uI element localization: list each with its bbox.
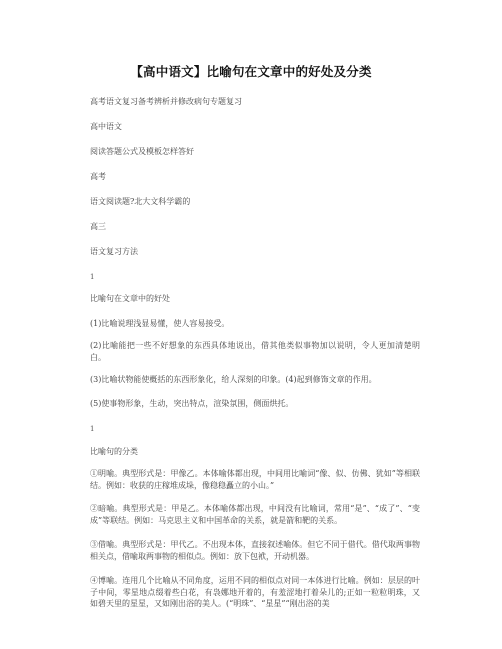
list-item: ①明喻。典型形式是：甲像乙。本体喻体都出现，中间用比喻词“像、似、仿佛、犹如”等相联结。例如：收获的庄稼堆成垛，像稳稳矗立的小山。” xyxy=(90,469,420,490)
list-item: (2)比喻能把一些不好想象的东西具体地说出，借其他类似事物加以说明，令人更加清楚明白。 xyxy=(90,341,420,362)
section-number: 1 xyxy=(90,273,95,281)
list-item: (1)比喻说理浅显易懂，使人容易接受。 xyxy=(90,319,230,328)
meta-line: 语文复习方法 xyxy=(90,247,138,256)
section-number: 1 xyxy=(90,425,95,433)
meta-line: 高中语文 xyxy=(90,122,122,131)
meta-line: 语文阅读题?北大文科学霸的 xyxy=(90,197,191,206)
section-heading: 比喻句在文章中的好处 xyxy=(90,294,170,303)
list-item: (5)使事物形象，生动，突出特点，渲染氛围，侧面烘托。 xyxy=(90,399,294,408)
meta-line: 高三 xyxy=(90,222,106,231)
list-item: ②暗喻。典型形式是：甲是乙。本体喻体都出现，中间没有比喻词，常用“是”、“成了”、“变成”等联结。例如：马克思主义和中国革命的关系，就是箭和靶的关系。 xyxy=(90,504,420,525)
list-item: ③借喻。典型形式是：甲代乙。不出现本体，直接叙述喻体。但它不同于借代。借代取两事物相关点，借喻取两事物的相似点。例如：放下包袱，开动机器。 xyxy=(90,540,420,561)
list-item: ④博喻。连用几个比喻从不同角度，运用不同的相似点对同一本体进行比喻。例如：层层的叶子中间，零星地点缀着些白花，有袅娜地开着的，有羞涩地打着朵儿的;正如一粒粒明珠，又如碧天里的星星，又如刚出浴的美人。(“明珠”、“星星”“刚出浴的美 xyxy=(90,576,420,608)
section-heading: 比喻句的分类 xyxy=(90,447,138,456)
meta-line: 高考 xyxy=(90,172,106,181)
document-title: 【高中语文】比喻句在文章中的好处及分类 xyxy=(130,64,372,79)
meta-line: 阅读答题公式及模板怎样答好 xyxy=(90,147,194,156)
list-item: (3)比喻状物能使概括的东西形象化，给人深刻的印象。(4)起到修饰文章的作用。 xyxy=(90,375,377,384)
meta-line: 高考语文复习备考辨析并修改病句专题复习 xyxy=(90,97,242,106)
